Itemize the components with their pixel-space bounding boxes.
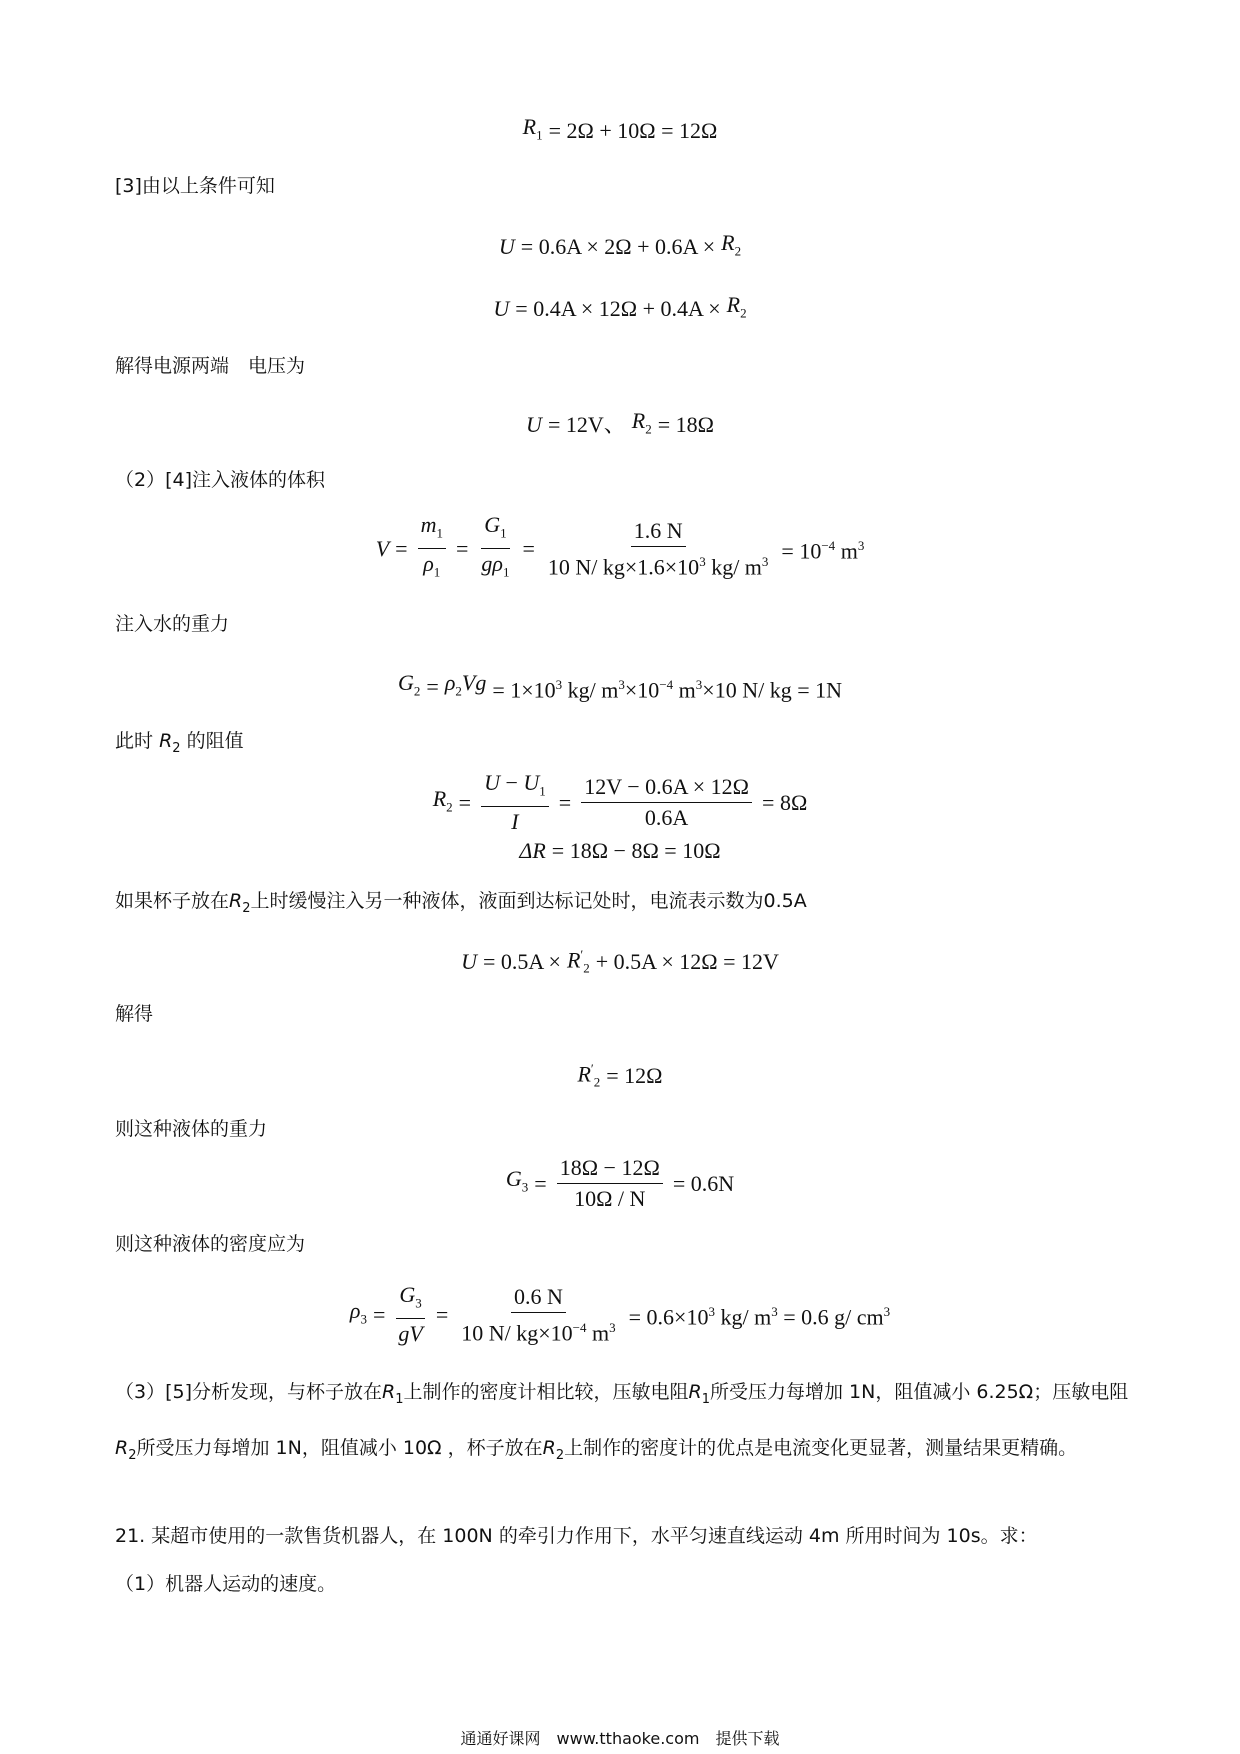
fraction-u-i: $\frac{U - U_1}{I}$ bbox=[481, 770, 549, 835]
page-footer: 通通好课网 www.tthaoke.com 提供下载 bbox=[460, 1729, 780, 1748]
text-solve-voltage: 解得电源两端 电压为 bbox=[115, 355, 306, 377]
text-analysis: （3）[5]分析发现，与杯子放在$R_1$上制作的密度计相比较，压敏电阻$R_1$所受压力每增加 1N，阻值减小 6.25Ω；压敏电阻$R_2$所受压力每增加 1N，阻值减小 10Ω ，杯子放在$R_2$上制作的密度计的优点是电流变化更显著，测量结果更精确。 bbox=[115, 1381, 1129, 1463]
equation-delta-r: ΔR = 18Ω − 8Ω = 10Ω bbox=[519, 838, 721, 863]
equation-g2: $G_2$ = $\rho_2Vg$ = $1\times 10^3$ kg/ $m^3\times 10^{-4}$ $m^3\times 10$ N/ kg = 1N bbox=[398, 670, 842, 702]
text-volume-intro: （2）[4]注入液体的体积 bbox=[115, 469, 326, 491]
fraction-g3: $\frac{18\Omega - 12\Omega}{10\Omega / N}$ bbox=[557, 1155, 663, 1212]
text-p3: [3]由以上条件可知 bbox=[115, 175, 275, 197]
text-liquid-weight: 则这种液体的重力 bbox=[115, 1118, 268, 1140]
text-cup-r2: 如果杯子放在$R_2$上时缓慢注入另一种液体，液面到达标记处时，电流表示数为0.5A bbox=[115, 890, 807, 916]
equation-r2prime: $R'_2$ = 12Ω bbox=[577, 1061, 663, 1090]
text-water-weight: 注入水的重力 bbox=[115, 613, 230, 635]
fraction-g-grho: $\frac{G_1}{g\rho_1}$ bbox=[481, 512, 510, 580]
question-21: 21. 某超市使用的一款售货机器人，在 100N 的牵引力作用下，水平匀速直线运动 4m 所用时间为 10s。求： bbox=[115, 1525, 1038, 1547]
fraction-r2-value: $\frac{12V - 0.6A \times 12\Omega}{0.6A}$ bbox=[581, 774, 752, 831]
fraction-g3-gv: $\frac{G_3}{gV}$ bbox=[398, 1282, 423, 1347]
equation-u-r2: U = 12V、 $R_2$ = 18Ω bbox=[526, 408, 714, 438]
question-21-part-1: （1）机器人运动的速度。 bbox=[115, 1573, 337, 1595]
equation-rho3: $\rho_3$ = $\frac{G_3}{gV}$ = $\frac{0.6 N}{10 N/ kg\times 10^{-4} m^3}$ = $0.6\times 10^3$ kg/ $m^3 = 0.6$ g/ $cm^3$ bbox=[349, 1282, 891, 1347]
equation-r1: $R_1$ = 2Ω + 10Ω = 12Ω bbox=[522, 114, 718, 144]
equation-volume: V = $\frac{m_1}{\rho_1}$ = $\frac{G_1}{g\rho_1}$ = $\frac{1.6 N}{10 N/ kg\times 1.6\times 10^3 kg/ m^3}$ = $10^{-4}$ $m^3$ bbox=[0, 512, 1240, 586]
equation-r2: $R_2$ = $\frac{U - U_1}{I}$ = $\frac{12V - 0.6A \times 12\Omega}{0.6A}$ = 8Ω bbox=[432, 770, 808, 835]
equation-u-r2prime: U = 0.5A × $R'_2$ + 0.5A × 12Ω = 12V bbox=[461, 947, 779, 976]
equation-g3: $G_3$ = $\frac{18\Omega - 12\Omega}{10\Omega / N}$ = 0.6N bbox=[505, 1155, 735, 1211]
text-solve: 解得 bbox=[115, 1003, 154, 1025]
equation-u-1: U = 0.6A × 2Ω + 0.6A × $R_2$ bbox=[498, 230, 742, 260]
fraction-volume-value: $\frac{1.6 N}{10 N/ kg\times 1.6\times 10^3 kg/ m^3}$ bbox=[547, 517, 769, 580]
fraction-rho3-value: $\frac{0.6 N}{10 N/ kg\times 10^{-4} m^3}$ bbox=[461, 1283, 616, 1345]
text-r2-value: 此时 $R_2$ 的阻值 bbox=[115, 730, 244, 756]
equation-u-2: U = 0.4A × 12Ω + 0.4A × $R_2$ bbox=[493, 292, 747, 322]
fraction-m-rho: $\frac{m_1}{\rho_1}$ bbox=[418, 512, 446, 586]
text-liquid-density: 则这种液体的密度应为 bbox=[115, 1233, 306, 1255]
